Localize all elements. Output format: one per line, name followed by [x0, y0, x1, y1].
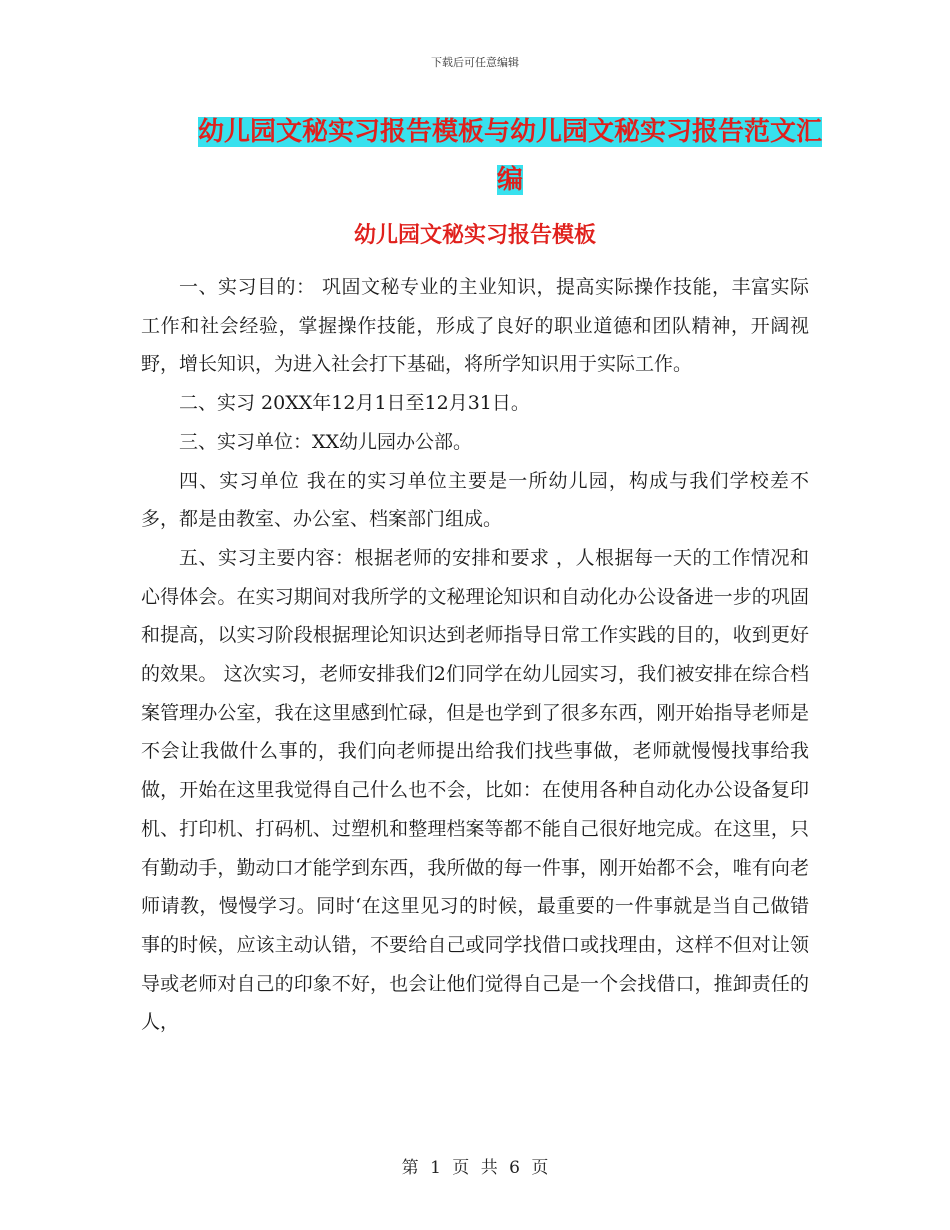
document-body [141, 268, 809, 1042]
document-title [190, 108, 830, 204]
paragraph-unit: 三、实习单位：XX幼儿园办公部。 [179, 430, 473, 453]
section-title: 幼儿园文秘实习报告模板 [353, 223, 596, 248]
paragraph-main-content: 五、实习主要内容：根据老师的安排和要求 ，人根据每一天的工作情况和心得体会。在实习期间对我所学的文秘理论知识和自动化办公设备进一步的巩固和提高，以实习阶段根据理论知识达到老师指导日常工作实践的目的，收到更好的效果。 这次实习，老师安排我们2们同学在幼儿园实习，我们被安排在综合档案管理办公室，我在这里感到忙碌，但是也学到了很多东西，刚开始指导老师是不会让我做什么事的，我们向老师提出给我们找些事做，老师就慢慢找事给我做，开始在这里我觉得自己什么也不会，比如：在使用各种自动化办公设备复印机、打印机、打码机、过塑机和整理档案等都不能自己很好地完成。在这里，只有勤动手，勤动口才能学到东西，我所做的每一件事，刚开始都不会，唯有向老师请教，慢慢学习。同时‘在这里见习的时候，最重要的一件事就是当自己做错事的时候，应该主动认错，不要给自己或同学找借口或找理由，这样不但对让领导或老师对自己的印象不好，也会让他们觉得自己是一个会找借口，推卸责任的人， [141, 546, 809, 1034]
document-title-text: 幼儿园文秘实习报告模板与幼儿园文秘实习报告范文汇编 [197, 117, 822, 195]
paragraph-purpose: 一、实习目的： 巩固文秘专业的主业知识，提高实际操作技能，丰富实际工作和社会经验，掌握操作技能，形成了良好的职业道德和团队精神，开阔视野，增长知识，为进入社会打下基础，将所学知识用于实际工作。 [141, 276, 809, 376]
page-footer: 第 1 页 共 6 页 [401, 1158, 549, 1178]
paragraph-unit-description: 四、实习单位 我在的实习单位主要是一所幼儿园，构成与我们学校差不多，都是由教室、办公室、档案部门组成。 [141, 469, 809, 531]
header-note: 下载后可任意编辑 [431, 56, 519, 69]
paragraph-period: 二、实习 20XX年12月1日至12月31日。 [179, 392, 530, 415]
